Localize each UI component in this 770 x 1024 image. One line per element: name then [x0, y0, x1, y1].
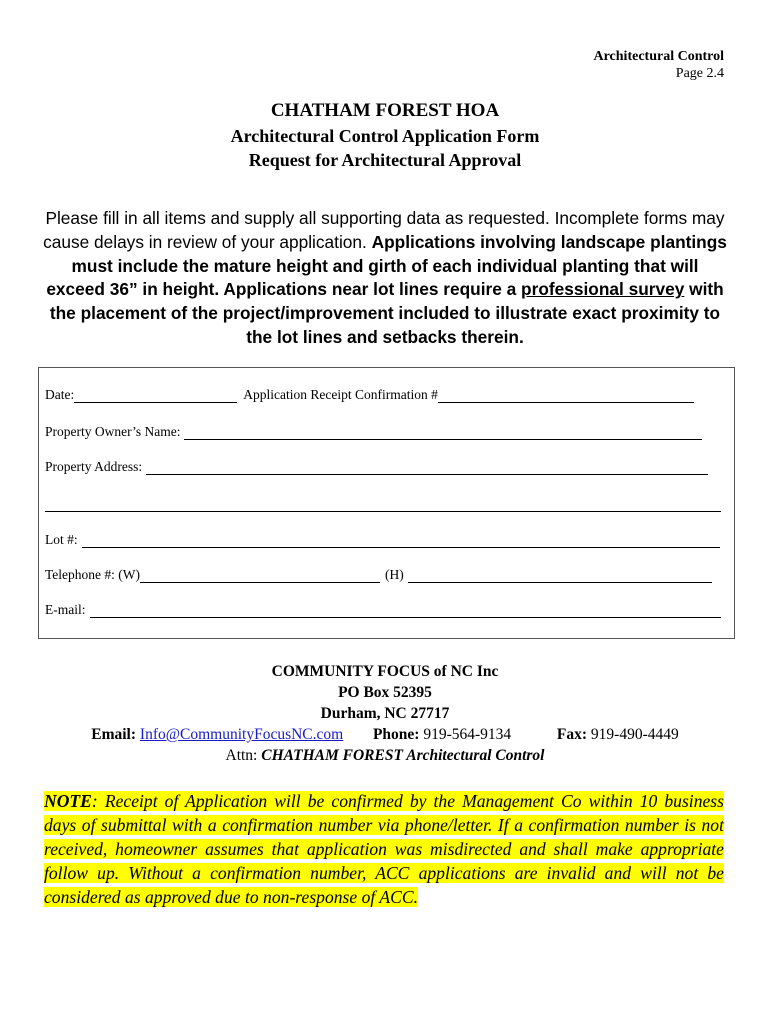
org-title: CHATHAM FOREST HOA — [270, 100, 500, 121]
phone-home-label: (H) — [385, 567, 404, 582]
instructions-survey: professional survey — [521, 279, 685, 300]
date-input[interactable] — [74, 389, 237, 403]
email-row — [45, 602, 721, 618]
form-subtitle: Request for Architectural Approval — [248, 150, 522, 170]
address-input[interactable] — [146, 461, 708, 475]
phone-home-input[interactable] — [408, 569, 712, 583]
city-state-zip: Durham, NC 27717 — [320, 705, 450, 722]
note-label: NOTE — [44, 791, 92, 811]
address-label: Property Address: — [45, 459, 143, 474]
attn-label: Attn: — [225, 747, 258, 764]
address-row-2 — [45, 498, 721, 512]
mailing-address — [0, 661, 770, 766]
attention-line — [0, 745, 770, 766]
contact-line — [0, 724, 770, 745]
lot-label: Lot #: — [45, 532, 78, 547]
instructions-bold: Applications involving landscape plantings must include the mature height and girth of each individual planting that will exceed 36” in height. Applications near lot lines require a — [46, 231, 727, 300]
instructions-bold-end: with the placement of the project/improvement included to illustrate exact proximity to the lot lines and setbacks therein. — [49, 279, 724, 347]
phone-work-label: Telephone #: (W) — [45, 567, 141, 582]
owner-label: Property Owner’s Name: — [45, 424, 181, 439]
fax-number: 919-490-4449 — [590, 726, 679, 743]
owner-row — [45, 424, 702, 440]
email-link[interactable]: Info@CommunityFocusNC.com — [139, 726, 344, 743]
confirmation-note — [44, 789, 724, 909]
po-box: PO Box 52395 — [338, 684, 432, 701]
date-label: Date: — [45, 387, 75, 402]
date-row — [45, 387, 694, 403]
confirmation-input[interactable] — [438, 389, 694, 403]
email-contact-label: Email: — [91, 726, 137, 743]
confirmation-label: Application Receipt Confirmation # — [243, 387, 438, 402]
fax-label: Fax: — [556, 726, 588, 743]
address-row — [45, 459, 708, 475]
phone-work-input[interactable] — [140, 569, 380, 583]
email-label: E-mail: — [45, 602, 86, 617]
phone-number: 919-564-9134 — [423, 726, 512, 743]
section-label: Architectural Control — [593, 49, 724, 64]
company-name: COMMUNITY FOCUS of NC Inc — [271, 663, 499, 680]
form-title: Architectural Control Application Form — [230, 126, 540, 146]
instructions — [40, 207, 730, 350]
phone-contact-label: Phone: — [372, 726, 420, 743]
note-text: : Receipt of Application will be confirmed by the Management Co within 10 business days of submittal with a confirmation number via phone/letter. If a confirmation number is not received, homeowner assumes that application was misdirected and shall make appropriate follow up. Without a confirmation number, ACC applications are invalid and will not be considered as approved due to non-response of ACC. — [44, 791, 724, 907]
phone-row — [45, 567, 712, 583]
attn-value: CHATHAM FOREST Architectural Control — [261, 747, 545, 764]
owner-input[interactable] — [184, 426, 702, 440]
lot-row — [45, 532, 720, 548]
lot-input[interactable] — [82, 534, 720, 548]
page-number: Page 2.4 — [675, 66, 724, 81]
page-header — [593, 48, 724, 82]
instructions-text: Please fill in all items and supply all supporting data as requested. Incomplete forms may cause delays in review of your application. — [43, 208, 725, 252]
email-input[interactable] — [90, 604, 721, 618]
address-line-2-input[interactable] — [45, 498, 721, 512]
